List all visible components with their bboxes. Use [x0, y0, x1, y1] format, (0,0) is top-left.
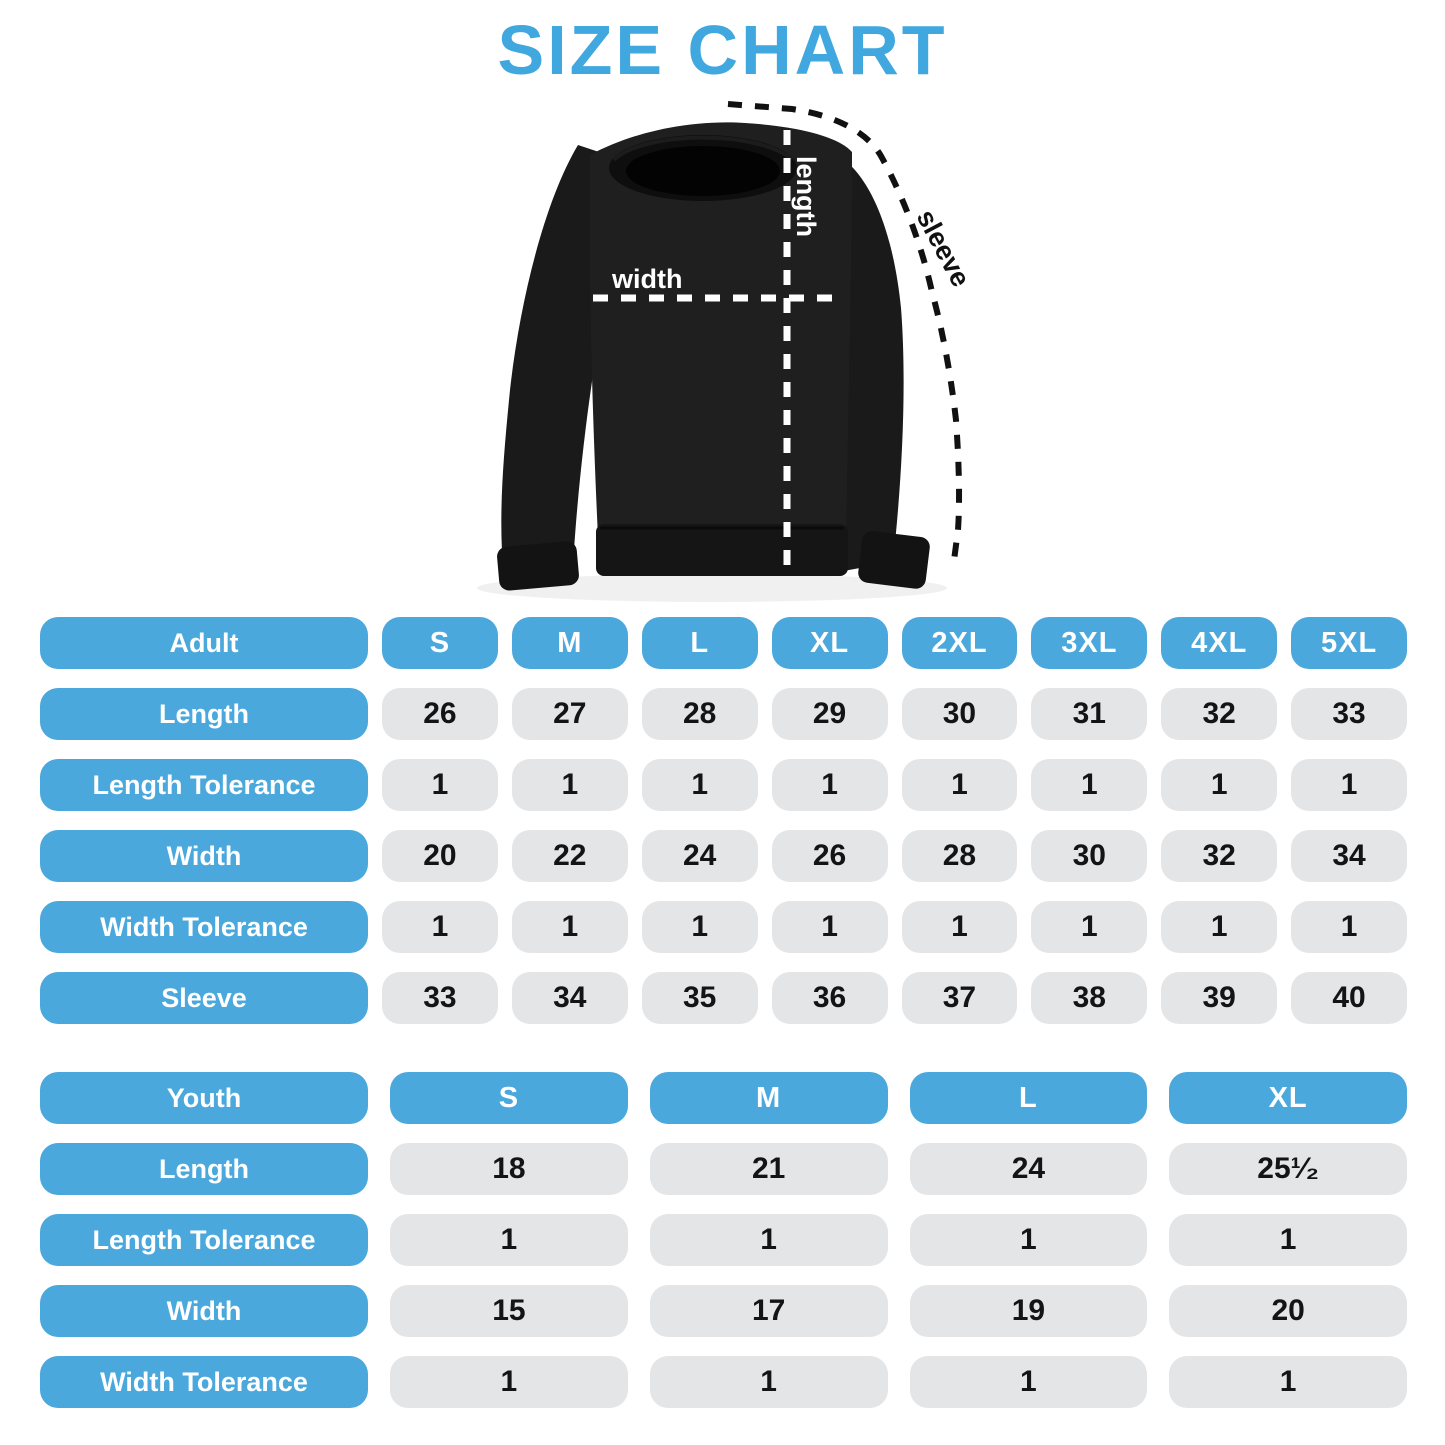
value-cell-pill: 26: [772, 830, 888, 882]
size-header-pill: 5XL: [1291, 617, 1407, 669]
value-cell-pill: 30: [1031, 830, 1147, 882]
value-cell-pill: 1: [382, 901, 498, 953]
size-header-pill: M: [512, 617, 628, 669]
value-cell-pill: 33: [382, 972, 498, 1024]
shirt-right-cuff: [857, 530, 931, 590]
size-header-pill: XL: [772, 617, 888, 669]
value-cell-pill: 1: [390, 1214, 628, 1266]
value-cell-pill: 24: [642, 830, 758, 882]
value-cell-pill: 1: [902, 901, 1018, 953]
value-cell-pill: 29: [772, 688, 888, 740]
table-title-pill: Youth: [40, 1072, 368, 1124]
youth-size-table: [40, 1072, 1407, 1408]
value-cell-pill: 1: [512, 759, 628, 811]
value-cell-pill: 37: [902, 972, 1018, 1024]
value-cell-pill: 34: [1291, 830, 1407, 882]
value-cell-pill: 28: [642, 688, 758, 740]
size-header-pill: M: [650, 1072, 888, 1124]
shirt-left-cuff: [496, 541, 580, 592]
size-header-pill: L: [642, 617, 758, 669]
row-label-pill: Width Tolerance: [40, 901, 368, 953]
value-cell-pill: 20: [382, 830, 498, 882]
length-label: length: [791, 156, 821, 237]
value-cell-pill: 39: [1161, 972, 1277, 1024]
value-cell-pill: 1: [772, 759, 888, 811]
sleeve-label: sleeve: [910, 204, 976, 292]
value-cell-pill: 1: [650, 1356, 888, 1408]
value-cell-pill: 28: [902, 830, 1018, 882]
row-label-pill: Sleeve: [40, 972, 368, 1024]
value-cell-pill: 20: [1169, 1285, 1407, 1337]
value-cell-pill: 27: [512, 688, 628, 740]
value-cell-pill: 1: [910, 1214, 1148, 1266]
row-label-pill: Length: [40, 1143, 368, 1195]
value-cell-pill: 1: [642, 901, 758, 953]
value-cell-pill: 36: [772, 972, 888, 1024]
value-cell-pill: 1: [650, 1214, 888, 1266]
value-cell-pill: 1: [1161, 901, 1277, 953]
value-cell-pill: 1: [1169, 1356, 1407, 1408]
value-cell-pill: 25¹⁄₂: [1169, 1143, 1407, 1195]
value-cell-pill: 1: [902, 759, 1018, 811]
shirt-hem-band: [596, 524, 848, 576]
size-header-pill: S: [382, 617, 498, 669]
size-header-pill: S: [390, 1072, 628, 1124]
value-cell-pill: 1: [512, 901, 628, 953]
page-title: SIZE CHART: [497, 11, 948, 89]
row-label-pill: Length Tolerance: [40, 1214, 368, 1266]
value-cell-pill: 1: [1031, 759, 1147, 811]
value-cell-pill: 32: [1161, 830, 1277, 882]
value-cell-pill: 34: [512, 972, 628, 1024]
size-header-pill: 4XL: [1161, 617, 1277, 669]
value-cell-pill: 1: [1031, 901, 1147, 953]
row-label-pill: Length: [40, 688, 368, 740]
value-cell-pill: 32: [1161, 688, 1277, 740]
value-cell-pill: 30: [902, 688, 1018, 740]
value-cell-pill: 31: [1031, 688, 1147, 740]
width-label: width: [612, 264, 683, 294]
row-label-pill: Length Tolerance: [40, 759, 368, 811]
value-cell-pill: 38: [1031, 972, 1147, 1024]
size-header-pill: L: [910, 1072, 1148, 1124]
value-cell-pill: 15: [390, 1285, 628, 1337]
value-cell-pill: 1: [1291, 901, 1407, 953]
value-cell-pill: 1: [1291, 759, 1407, 811]
value-cell-pill: 1: [772, 901, 888, 953]
value-cell-pill: 26: [382, 688, 498, 740]
value-cell-pill: 1: [1161, 759, 1277, 811]
value-cell-pill: 21: [650, 1143, 888, 1195]
size-header-pill: 2XL: [902, 617, 1018, 669]
row-label-pill: Width Tolerance: [40, 1356, 368, 1408]
row-label-pill: Width: [40, 830, 368, 882]
value-cell-pill: 22: [512, 830, 628, 882]
value-cell-pill: 18: [390, 1143, 628, 1195]
value-cell-pill: 19: [910, 1285, 1148, 1337]
sweatshirt-image: [0, 0, 1445, 615]
value-cell-pill: 1: [1169, 1214, 1407, 1266]
size-header-pill: 3XL: [1031, 617, 1147, 669]
value-cell-pill: 35: [642, 972, 758, 1024]
value-cell-pill: 17: [650, 1285, 888, 1337]
table-title-pill: Adult: [40, 617, 368, 669]
sweatshirt-diagram: [0, 0, 1445, 615]
value-cell-pill: 24: [910, 1143, 1148, 1195]
value-cell-pill: 1: [642, 759, 758, 811]
value-cell-pill: 40: [1291, 972, 1407, 1024]
row-label-pill: Width: [40, 1285, 368, 1337]
value-cell-pill: 33: [1291, 688, 1407, 740]
value-cell-pill: 1: [390, 1356, 628, 1408]
adult-size-table: [40, 617, 1407, 1024]
shirt-collar-opening: [626, 146, 780, 196]
value-cell-pill: 1: [382, 759, 498, 811]
value-cell-pill: 1: [910, 1356, 1148, 1408]
size-header-pill: XL: [1169, 1072, 1407, 1124]
